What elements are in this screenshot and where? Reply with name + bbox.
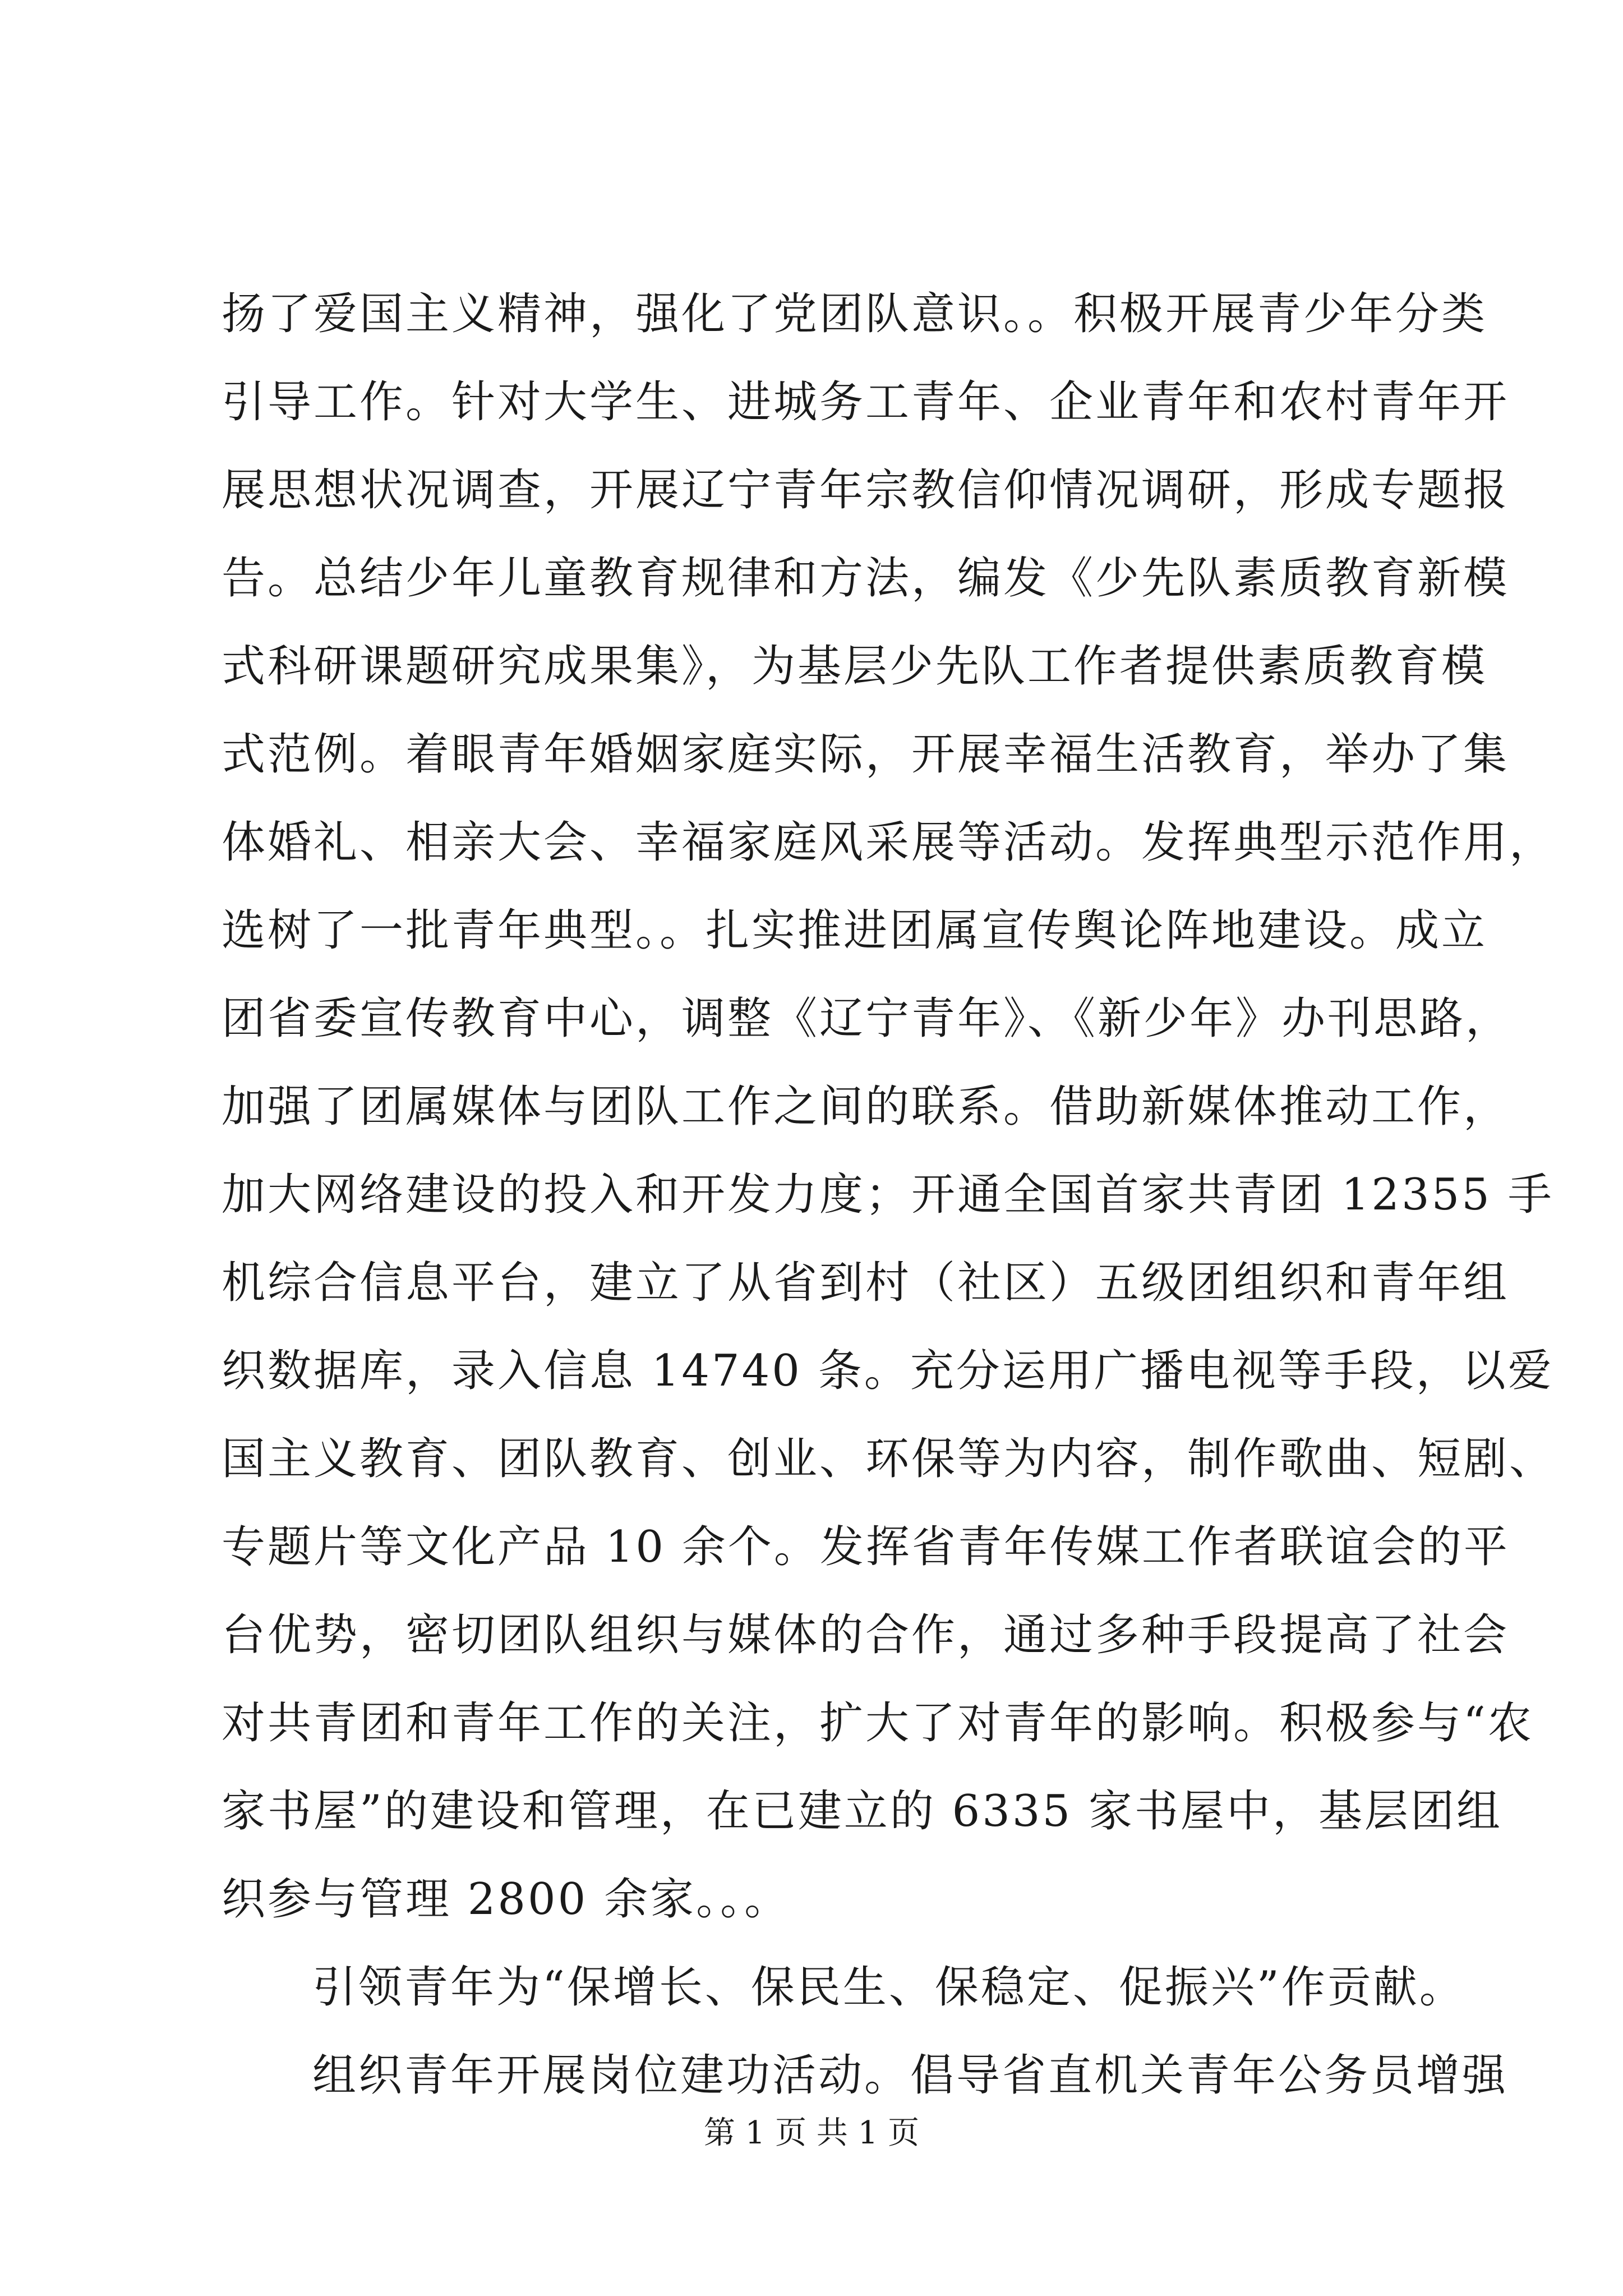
text-line-15: 专题片等文化产品 10 余个。发挥省青年传媒工作者联谊会的平 [222, 1522, 1510, 1572]
text-line-19: 织参与管理 2800 余家。。。 [222, 1874, 791, 1925]
text-line-21: 组织青年开展岗位建功活动。倡导省直机关青年公务员增强 [312, 2050, 1509, 2101]
text-line-2: 引导工作。针对大学生、进城务工青年、企业青年和农村青年开 [222, 377, 1510, 427]
text-line-20: 引领青年为“保增长、保民生、保稳定、促振兴”作贡献。 [312, 1962, 1465, 2013]
text-line-6: 式范例。着眼青年婚姻家庭实际，开展幸福生活教育，举办了集 [222, 729, 1510, 780]
text-line-5: 式科研课题研究成果集》，为基层少先队工作者提供素质教育模 [222, 641, 1488, 692]
text-line-18: 家书屋”的建设和管理，在已建立的 6335 家书屋中，基层团组 [222, 1786, 1502, 1837]
text-line-9: 团省委宣传教育中心，调整《辽宁青年》、《新少年》办刊思路， [222, 993, 1512, 1044]
text-line-8: 选树了一批青年典型。。扎实推进团属宣传舆论阵地建设。成立 [222, 905, 1488, 956]
text-line-1: 扬了爱国主义精神，强化了党团队意识。。积极开展青少年分类 [222, 289, 1488, 339]
body-text [222, 270, 1556, 2120]
text-line-10: 加强了团属媒体与团队工作之间的联系。借助新媒体推动工作， [222, 1082, 1510, 1132]
text-line-12: 机综合信息平台，建立了从省到村（社区）五级团组织和青年组 [222, 1258, 1510, 1308]
text-line-4: 告。总结少年儿童教育规律和方法，编发《少先队素质教育新模 [222, 553, 1510, 604]
page-footer: 第 1 页 共 1 页 [703, 2115, 920, 2151]
text-line-17: 对共青团和青年工作的关注，扩大了对青年的影响。积极参与“农 [222, 1698, 1534, 1749]
text-line-14: 国主义教育、团队教育、创业、环保等为内容，制作歌曲、短剧、 [222, 1434, 1556, 1484]
text-line-11: 加大网络建设的投入和开发力度；开通全国首家共青团 12355 手 [222, 1170, 1554, 1220]
text-line-16: 台优势，密切团队组织与媒体的合作，通过多种手段提高了社会 [222, 1610, 1510, 1660]
text-line-3: 展思想状况调查，开展辽宁青年宗教信仰情况调研，形成专题报 [222, 465, 1510, 516]
text-line-7: 体婚礼、相亲大会、幸福家庭风采展等活动。发挥典型示范作用， [222, 817, 1556, 868]
text-line-13: 织数据库，录入信息 14740 条。充分运用广播电视等手段，以爱 [222, 1346, 1554, 1396]
